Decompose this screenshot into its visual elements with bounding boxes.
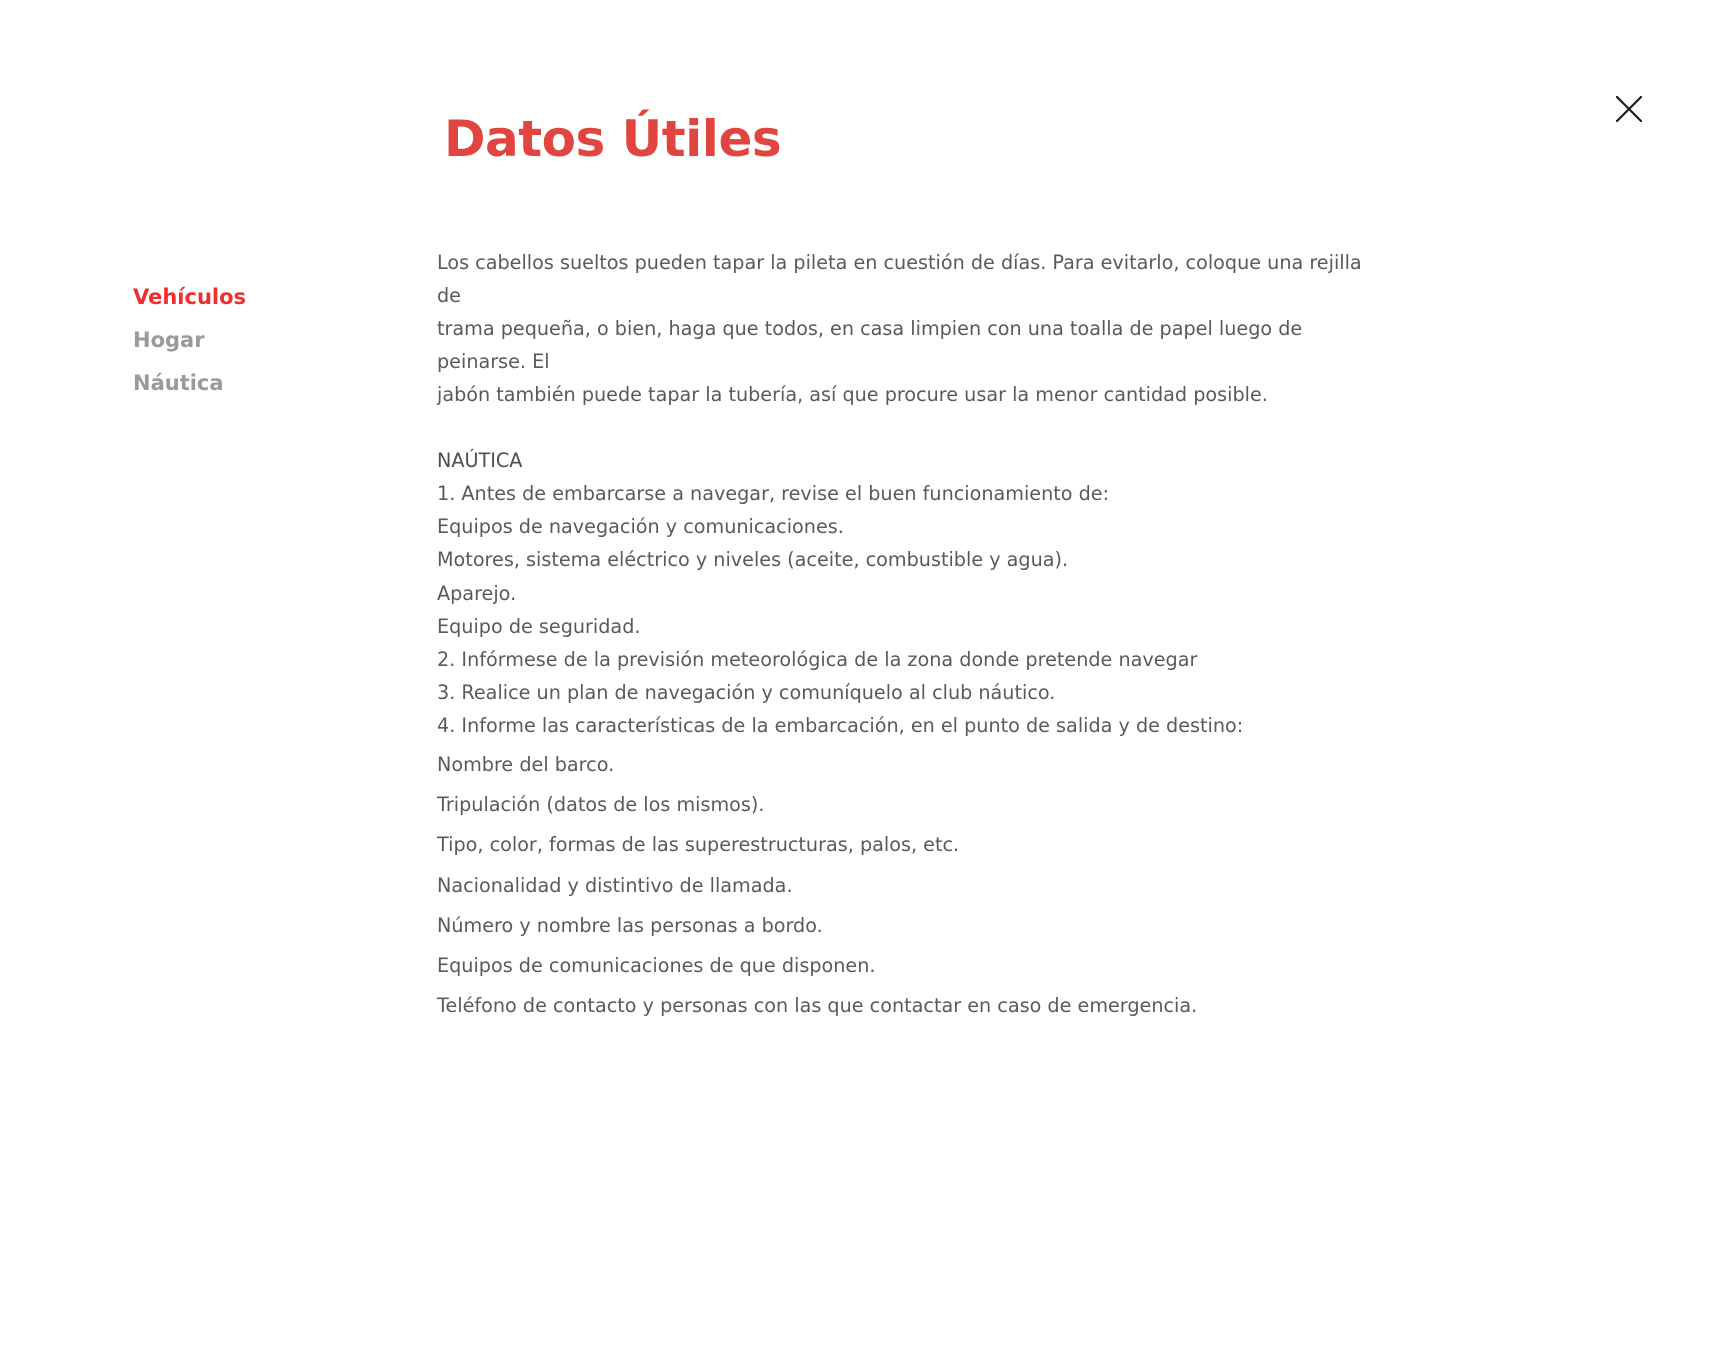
detail-item: Teléfono de contacto y personas con las que contactar en caso de emergencia.: [437, 994, 1198, 1018]
close-icon[interactable]: [1612, 92, 1646, 126]
list-item: 2. Infórmese de la previsión meteorológica de la zona donde pretende navegar: [437, 648, 1198, 672]
detail-item: Nombre del barco.: [437, 752, 615, 776]
detail-item: Equipos de comunicaciones de que disponen.: [437, 954, 876, 978]
list-item: 3. Realice un plan de navegación y comuníquelo al club náutico.: [437, 681, 1056, 705]
sidebar-item-vehiculos[interactable]: Vehículos: [133, 285, 247, 309]
list-item: Aparejo.: [437, 581, 517, 605]
section-heading: NAÚTICA: [437, 449, 523, 472]
list-item: Motores, sistema eléctrico y niveles (aceite, combustible y agua).: [437, 548, 1069, 572]
detail-item: Número y nombre las personas a bordo.: [437, 913, 823, 937]
sidebar-nav: [133, 276, 413, 405]
list-item: 1. Antes de embarcarse a navegar, revise el buen funcionamiento de:: [437, 482, 1110, 505]
close-button[interactable]: [1612, 92, 1646, 126]
sidebar-item-nautica[interactable]: Náutica: [133, 371, 224, 395]
detail-item: Tripulación (datos de los mismos).: [437, 792, 765, 816]
page-title: Datos Útiles: [444, 110, 782, 168]
sidebar-item-hogar[interactable]: Hogar: [133, 328, 205, 352]
detail-item: Tipo, color, formas de las superestructuras, palos, etc.: [437, 833, 960, 857]
list-item: Equipos de navegación y comunicaciones.: [437, 515, 844, 539]
detail-item: Nacionalidad y distintivo de llamada.: [437, 873, 793, 897]
intro-line: jabón también puede tapar la tubería, así que procure usar la menor cantidad posible.: [437, 383, 1268, 406]
list-item: 4. Informe las características de la embarcación, en el punto de salida y de destino:: [437, 714, 1244, 738]
intro-line: Los cabellos sueltos pueden tapar la pileta en cuestión de días. Para evitarlo, coloque una rejilla de: [437, 251, 1362, 307]
content-body: [437, 246, 1367, 1027]
intro-line: trama pequeña, o bien, haga que todos, en casa limpien con una toalla de papel luego de peinarse. El: [437, 317, 1303, 373]
intro-paragraph: [437, 246, 1367, 411]
list-item: Equipo de seguridad.: [437, 614, 641, 638]
